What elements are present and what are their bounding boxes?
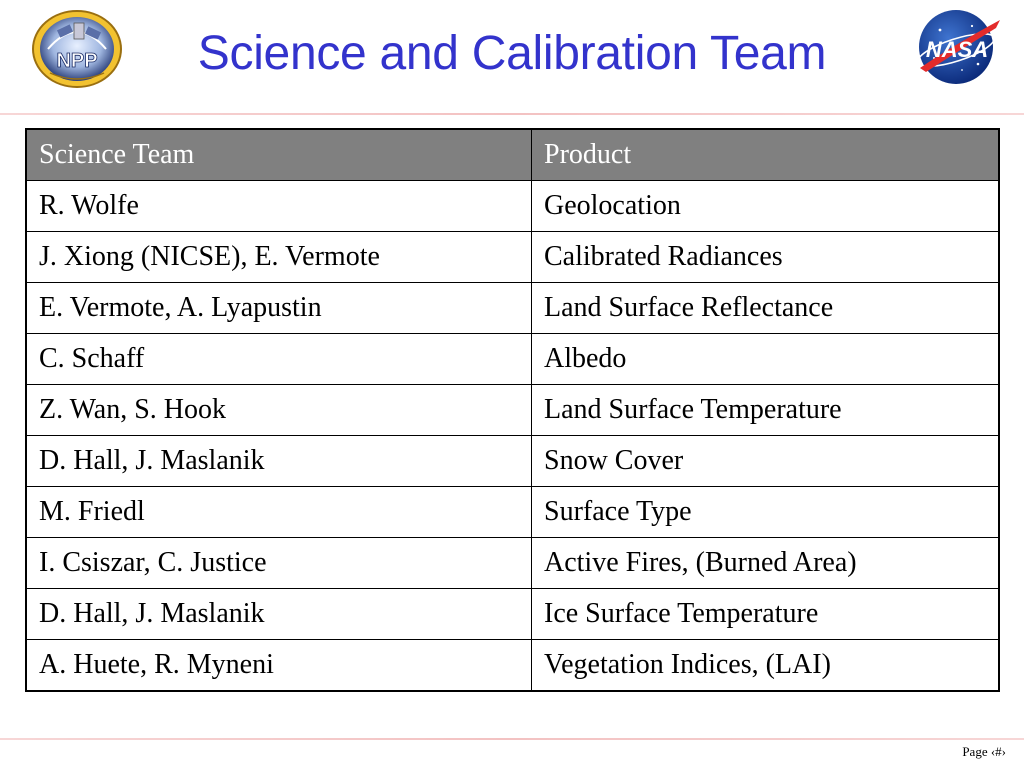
- table-row: [26, 436, 999, 487]
- table-row: [26, 334, 999, 385]
- team-cell: D. Hall, J. Maslanik: [26, 589, 532, 640]
- product-cell: Geolocation: [532, 181, 1000, 232]
- header-divider: [0, 113, 1024, 115]
- team-cell: R. Wolfe: [26, 181, 532, 232]
- product-cell: Land Surface Temperature: [532, 385, 1000, 436]
- table-row: [26, 538, 999, 589]
- nasa-logo-text: NASA: [925, 37, 989, 62]
- page-title: Science and Calibration Team: [197, 27, 827, 80]
- column-header-science-team: Science Team: [26, 129, 532, 181]
- team-cell: A. Huete, R. Myneni: [26, 640, 532, 692]
- page-number: Page ‹#›: [962, 744, 1006, 759]
- table-row: [26, 640, 999, 692]
- table-row: [26, 232, 999, 283]
- npp-logo-text: NPP: [56, 50, 98, 72]
- table-row: [26, 487, 999, 538]
- team-cell: D. Hall, J. Maslanik: [26, 436, 532, 487]
- product-cell: Calibrated Radiances: [532, 232, 1000, 283]
- product-cell: Vegetation Indices, (LAI): [532, 640, 1000, 692]
- science-team-table: [25, 128, 1000, 692]
- product-cell: Active Fires, (Burned Area): [532, 538, 1000, 589]
- team-cell: E. Vermote, A. Lyapustin: [26, 283, 532, 334]
- table-row: [26, 589, 999, 640]
- nasa-logo-icon: [912, 6, 1004, 88]
- product-cell: Albedo: [532, 334, 1000, 385]
- team-cell: Z. Wan, S. Hook: [26, 385, 532, 436]
- table-row: [26, 385, 999, 436]
- product-cell: Ice Surface Temperature: [532, 589, 1000, 640]
- table-row: [26, 181, 999, 232]
- column-header-product: Product: [532, 129, 1000, 181]
- team-cell: J. Xiong (NICSE), E. Vermote: [26, 232, 532, 283]
- product-cell: Surface Type: [532, 487, 1000, 538]
- product-cell: Land Surface Reflectance: [532, 283, 1000, 334]
- team-cell: M. Friedl: [26, 487, 532, 538]
- footer-divider: [0, 738, 1024, 740]
- table-header-row: [26, 129, 999, 181]
- team-cell: C. Schaff: [26, 334, 532, 385]
- table-row: [26, 283, 999, 334]
- product-cell: Snow Cover: [532, 436, 1000, 487]
- team-cell: I. Csiszar, C. Justice: [26, 538, 532, 589]
